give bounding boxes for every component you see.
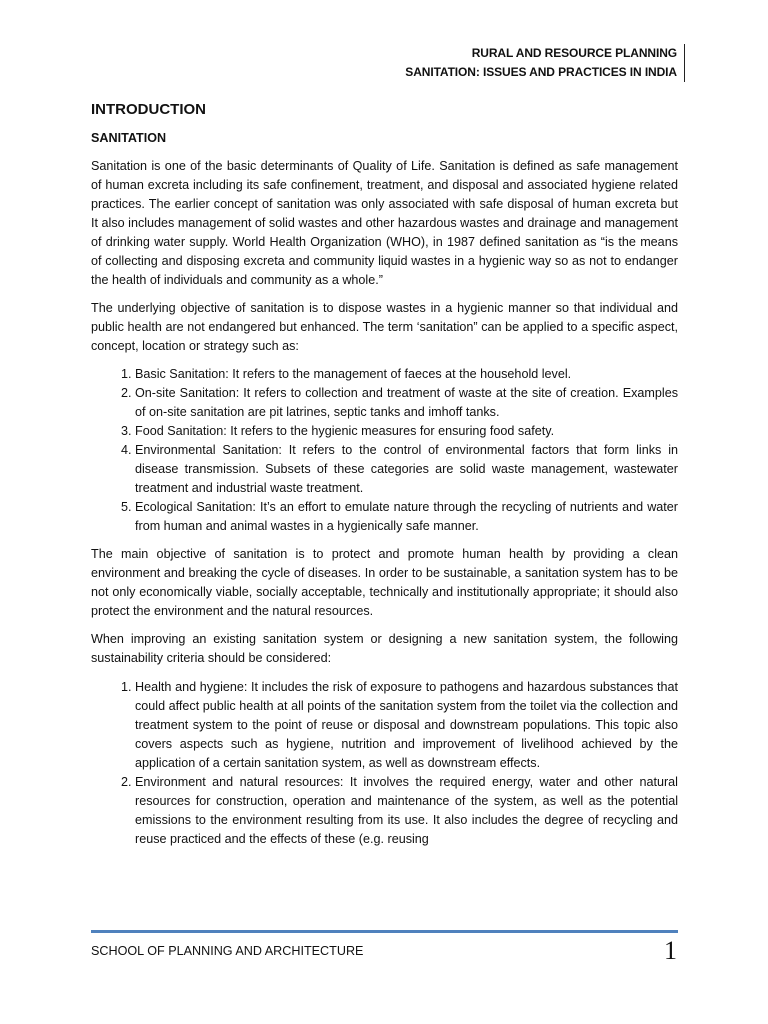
paragraph-1: Sanitation is one of the basic determinants of Quality of Life. Sanitation is defined as safe management of human excreta including its safe confinement, treatment, and disposal and associated hygiene related practices. The earlier concept of sanitation was only associated with safe disposal of human excreta but It also includes management of solid wastes and other hazardous wastes and drainage and management of drinking water supply. World Health Organization (WHO), in 1987 defined sanitation as “is the means of collecting and disposing excreta and community liquid wastes in a hygienic way so as not to endanger the health of individuals and community as a whole.” — [91, 159, 678, 287]
running-header — [405, 44, 677, 82]
list-item: 3. Food Sanitation: It refers to the hygienic measures for ensuring food safety. — [135, 422, 678, 441]
paragraph-3: The main objective of sanitation is to protect and promote human health by providing a clean environment and breaking the cycle of diseases. In order to be sustainable, a sanitation system has to be not only economically viable, socially acceptable, technically and institutionally appropriate; it should also protect the environment and the natural resources. — [91, 547, 678, 618]
list-item: 1. Health and hygiene: It includes the risk of exposure to pathogens and hazardous substances that could affect public health at all points of the sanitation system from the toilet via the collection and treatment system to the point of reuse or disposal and downstream populations. This topic also covers aspects such as hygiene, nutrition and improvement of livelihood achieved by the application of a certain sanitation system, as well as downstream effects. — [135, 678, 678, 773]
paragraph-4: When improving an existing sanitation system or designing a new sanitation system, the following sustainability criteria should be considered: — [91, 632, 678, 665]
paragraph-2: The underlying objective of sanitation is to dispose wastes in a hygienic manner so that individual and public health are not endangered but enhanced. The term ‘sanitation” can be applied to a specific aspect, concept, location or strategy such as: — [91, 301, 678, 353]
list-item: 4. Environmental Sanitation: It refers to the control of environmental factors that form links in disease transmission. Subsets of these categories are solid waste management, wastewater treatment and industrial waste treatment. — [135, 441, 678, 498]
header-rule — [684, 44, 685, 82]
page-number: 1 — [664, 936, 677, 965]
list-item: 2. On-site Sanitation: It refers to collection and treatment of waste at the site of creation. Examples of on-site sanitation are pit latrines, septic tanks and imhoff tanks. — [135, 384, 678, 422]
header-line-1: RURAL AND RESOURCE PLANNING — [471, 46, 677, 60]
section-heading: INTRODUCTION — [91, 101, 206, 118]
page-body — [91, 100, 678, 858]
sustainability-criteria-list — [91, 678, 678, 849]
list-item: 5. Ecological Sanitation: It’s an effort to emulate nature through the recycling of nutrients and water from human and animal wastes in a hygienically safe manner. — [135, 498, 678, 536]
footer-rule — [91, 930, 678, 933]
list-item: 2. Environment and natural resources: It involves the required energy, water and other natural resources for construction, operation and maintenance of the system, as well as the potential emissions to the environment resulting from its use. It also includes the degree of recycling and reuse practiced and the effects of these (e.g. reusing — [135, 773, 678, 849]
list-item: 1. Basic Sanitation: It refers to the management of faeces at the household level. — [135, 365, 678, 384]
footer-school-name: SCHOOL OF PLANNING AND ARCHITECTURE — [91, 944, 364, 958]
header-line-2: SANITATION: ISSUES AND PRACTICES IN INDIA — [405, 65, 677, 79]
subsection-heading: SANITATION — [91, 131, 167, 145]
sanitation-types-list — [91, 365, 678, 536]
